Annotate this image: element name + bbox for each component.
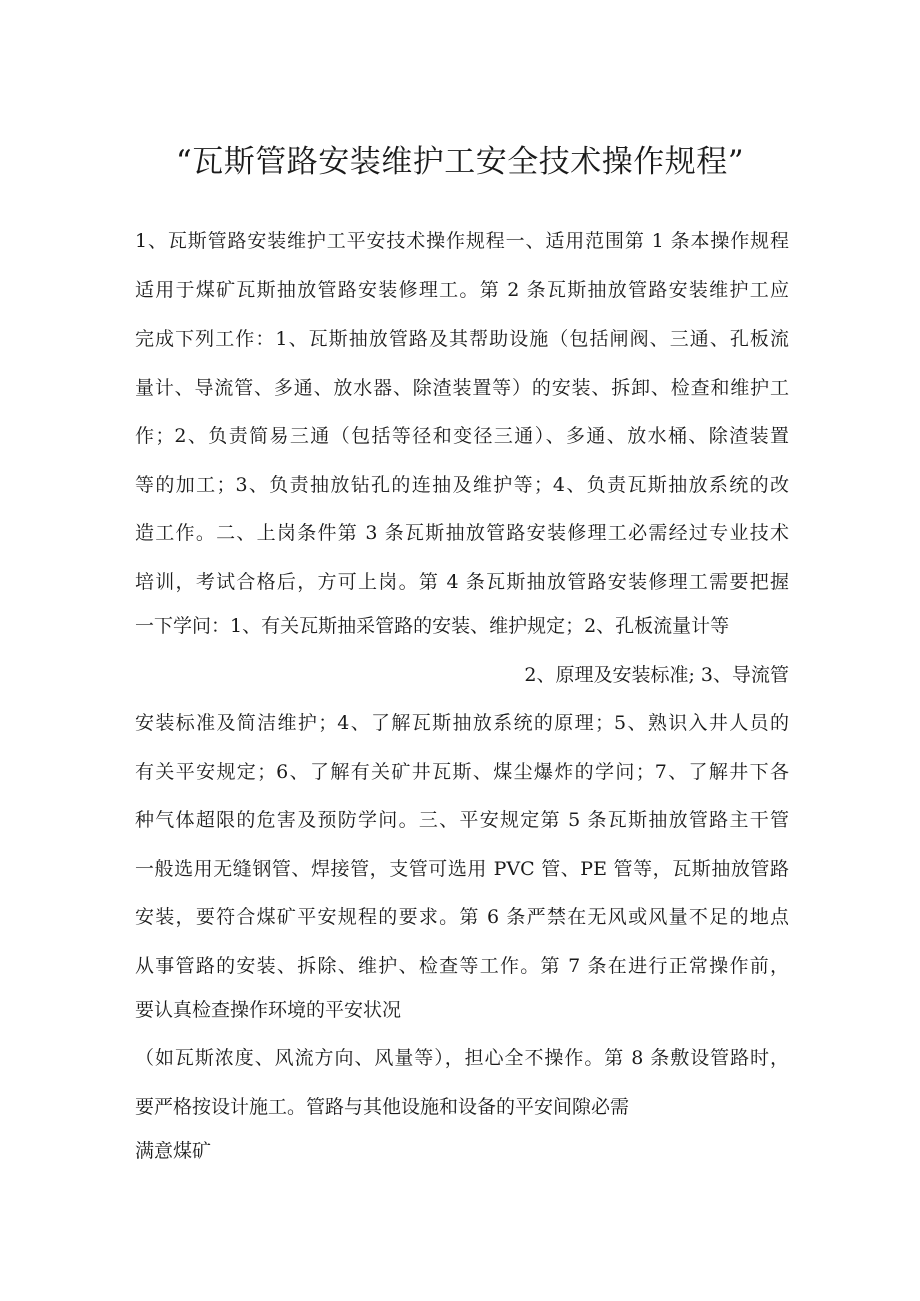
body-line: 种气体超限的危害及预防学问。三、平安规定第 5 条瓦斯抽放管路主干管 — [135, 809, 789, 831]
body-line: 造工作。二、上岗条件第 3 条瓦斯抽放管路安装修理工必需经过专业技术 — [135, 522, 789, 544]
body-line: 作；2、负责简易三通（包括等径和变径三通）、多通、放水桶、除渣装置 — [135, 425, 789, 447]
body-line: 一般选用无缝钢管、焊接管，支管可选用 PVC 管、PE 管等，瓦斯抽放管路 — [135, 858, 789, 880]
body-line: 要认真检查操作环境的平安状况 — [135, 999, 402, 1021]
body-line: 要严格按设计施工。管路与其他设施和设备的平安间隙必需 — [135, 1096, 630, 1118]
document-title: “瓦斯管路安装维护工安全技术操作规程” — [175, 144, 745, 180]
body-line: 等的加工；3、负责抽放钻孔的连抽及维护等；4、负责瓦斯抽放系统的改 — [135, 474, 789, 496]
body-line-right: 2、原理及安装标准; 3、导流管 — [524, 664, 789, 686]
body-line: 1、瓦斯管路安装维护工平安技术操作规程一、适用范围第 1 条本操作规程 — [135, 230, 789, 252]
body-line: 培训，考试合格后，方可上岗。第 4 条瓦斯抽放管路安装修理工需要把握 — [135, 571, 789, 593]
body-line: 有关平安规定；6、了解有关矿井瓦斯、煤尘爆炸的学问；7、了解井下各 — [135, 761, 789, 783]
body-line: 完成下列工作：1、瓦斯抽放管路及其帮助设施（包括闸阀、三通、孔板流 — [135, 328, 789, 350]
body-line: 满意煤矿 — [135, 1140, 212, 1162]
body-line: 从事管路的安装、拆除、维护、检查等工作。第 7 条在进行正常操作前， — [135, 955, 789, 977]
body-line: 安装，要符合煤矿平安规程的要求。第 6 条严禁在无风或风量不足的地点 — [135, 906, 789, 928]
body-line: 一下学问：1、有关瓦斯抽采管路的安装、维护规定；2、孔板流量计等 — [135, 615, 730, 637]
body-line: 适用于煤矿瓦斯抽放管路安装修理工。第 2 条瓦斯抽放管路安装维护工应 — [135, 279, 789, 301]
body-line: 安装标准及简洁维护；4、了解瓦斯抽放系统的原理；5、熟识入井人员的 — [135, 712, 789, 734]
body-line: 量计、导流管、多通、放水器、除渣装置等）的安装、拆卸、检查和维护工 — [135, 377, 789, 399]
body-line: （如瓦斯浓度、风流方向、风量等），担心全不操作。第 8 条敷设管路时， — [135, 1047, 789, 1069]
